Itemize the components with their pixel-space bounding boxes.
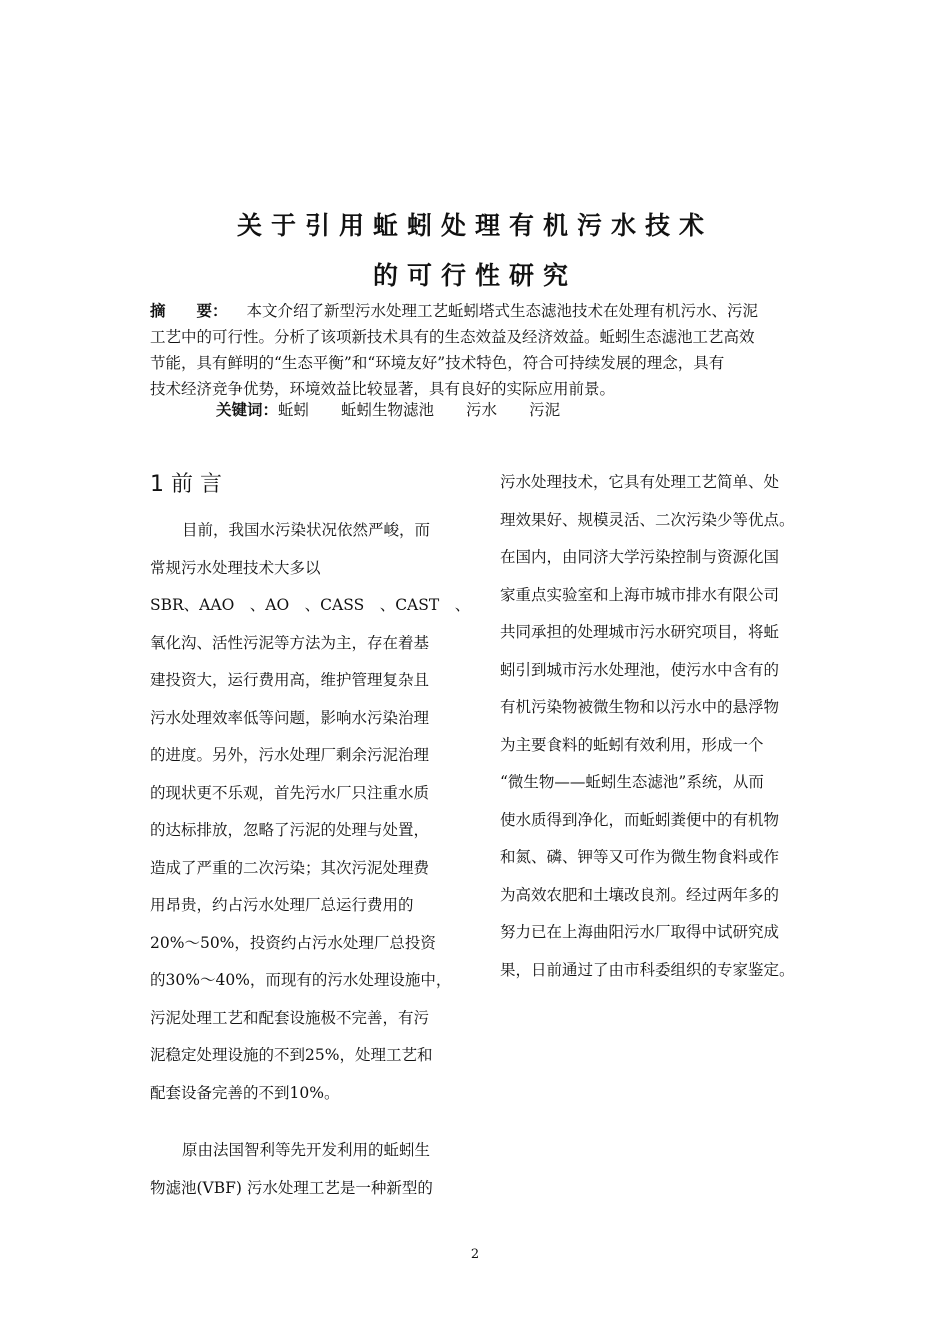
paragraph-line: 使水质得到净化，而蚯蚓粪便中的有机物 xyxy=(500,810,780,829)
document-title-line2: 的可行性研究 xyxy=(372,261,577,290)
paragraph-line: 为高效农肥和土壤改良剂。经过两年多的 xyxy=(500,885,780,904)
left-column xyxy=(150,512,471,1207)
keywords xyxy=(216,398,592,420)
keywords-label: 关键词： xyxy=(216,401,279,419)
paragraph-line: 为主要食料的蚯蚓有效利用，形成一个 xyxy=(500,735,764,754)
keyword-item: 污水 xyxy=(466,401,498,419)
paragraph-line: 努力已在上海曲阳污水厂取得中试研究成 xyxy=(500,923,780,941)
paragraph-line: 氧化沟、活性污泥等方法为主，存在着基 xyxy=(150,633,430,652)
paragraph-line: 果，日前通过了由市科委组织的专家鉴定。 xyxy=(500,960,795,979)
paragraph-line: 配套设备完善的不到10%。 xyxy=(150,1083,340,1102)
keyword-item: 污泥 xyxy=(529,401,561,419)
paragraph-line: 20%～50%，投资约占污水处理厂总投资 xyxy=(150,933,436,952)
right-column xyxy=(500,464,810,989)
paragraph-line: 原由法国智利等先开发利用的蚯蚓生 xyxy=(182,1141,431,1159)
abstract-first-line xyxy=(150,298,810,324)
keyword-item: 蚯蚓生物滤池 xyxy=(341,401,435,419)
paragraph-line: 的现状更不乐观，首先污水厂只注重水质 xyxy=(150,783,430,802)
paragraph-line: 污泥处理工艺和配套设施极不完善，有污 xyxy=(150,1008,430,1027)
paragraph-line: 蚓引到城市污水处理池，使污水中含有的 xyxy=(500,660,780,679)
section-heading: 1 前 言 xyxy=(150,472,222,497)
paragraph-line: 泥稳定处理设施的不到25%，处理工艺和 xyxy=(150,1046,433,1064)
paragraph-line: 共同承担的处理城市污水研究项目，将蚯 xyxy=(500,623,780,641)
paragraph-line: 的达标排放，忽略了污泥的处理与处置， xyxy=(150,821,430,839)
paragraph-line: 和氮、磷、钾等又可作为微生物食料或作 xyxy=(500,848,780,866)
paragraph-line: “微生物——蚯蚓生态滤池”系统，从而 xyxy=(500,773,764,791)
paragraph-line: 污水处理效率低等问题，影响水污染治理 xyxy=(150,708,430,727)
paragraph-gap xyxy=(150,1112,455,1132)
paragraph-line: 目前，我国水污染状况依然严峻，而 xyxy=(182,521,431,539)
paragraph-line: 家重点实验室和上海市城市排水有限公司 xyxy=(500,585,780,604)
paragraph-line: 物滤池(VBF) 污水处理工艺是一种新型的 xyxy=(150,1178,433,1197)
abstract-label: 摘 要： xyxy=(150,302,228,320)
abstract xyxy=(150,298,810,402)
page-number: 2 xyxy=(470,1247,480,1262)
paragraph-line: 造成了严重的二次污染；其次污泥处理费 xyxy=(150,858,430,877)
paragraph-line: 在国内，由同济大学污染控制与资源化国 xyxy=(500,548,780,566)
paragraph-line: 有机污染物被微生物和以污水中的悬浮物 xyxy=(500,698,780,716)
paragraph-line: 用昂贵，约占污水处理厂总运行费用的 xyxy=(150,896,414,914)
paragraph-line: 的30%～40%，而现有的污水处理设施中， xyxy=(150,971,452,989)
abstract-text-line: 工艺中的可行性。分析了该项新技术具有的生态效益及经济效益。蚯蚓生态滤池工艺高效 xyxy=(150,328,755,346)
paragraph-line: 建投资大，运行费用高，维护管理复杂且 xyxy=(150,671,430,689)
abstract-text-line: 节能，具有鲜明的“生态平衡”和“环境友好”技术特色，符合可持续发展的理念，具有 xyxy=(150,354,725,372)
abstract-text-line: 本文介绍了新型污水处理工艺蚯蚓塔式生态滤池技术在处理有机污水、污泥 xyxy=(246,302,758,320)
document-title-line1: 关于引用蚯蚓处理有机污水技术 xyxy=(236,211,713,240)
paragraph-line: 常规污水处理技术大多以 xyxy=(150,558,321,577)
keyword-item: 蚯蚓 xyxy=(278,401,310,419)
paragraph-line: 理效果好、规模灵活、二次污染少等优点。 xyxy=(500,510,795,529)
abstract-text-line: 技术经济竞争优势，环境效益比较显著，具有良好的实际应用前景。 xyxy=(150,380,616,398)
paragraph-line: SBR、AAO 、AO 、CASS 、CAST 、 xyxy=(150,596,471,614)
paragraph-line: 污水处理技术，它具有处理工艺简单、处 xyxy=(500,473,780,491)
paragraph-line: 的进度。另外，污水处理厂剩余污泥治理 xyxy=(150,746,430,764)
